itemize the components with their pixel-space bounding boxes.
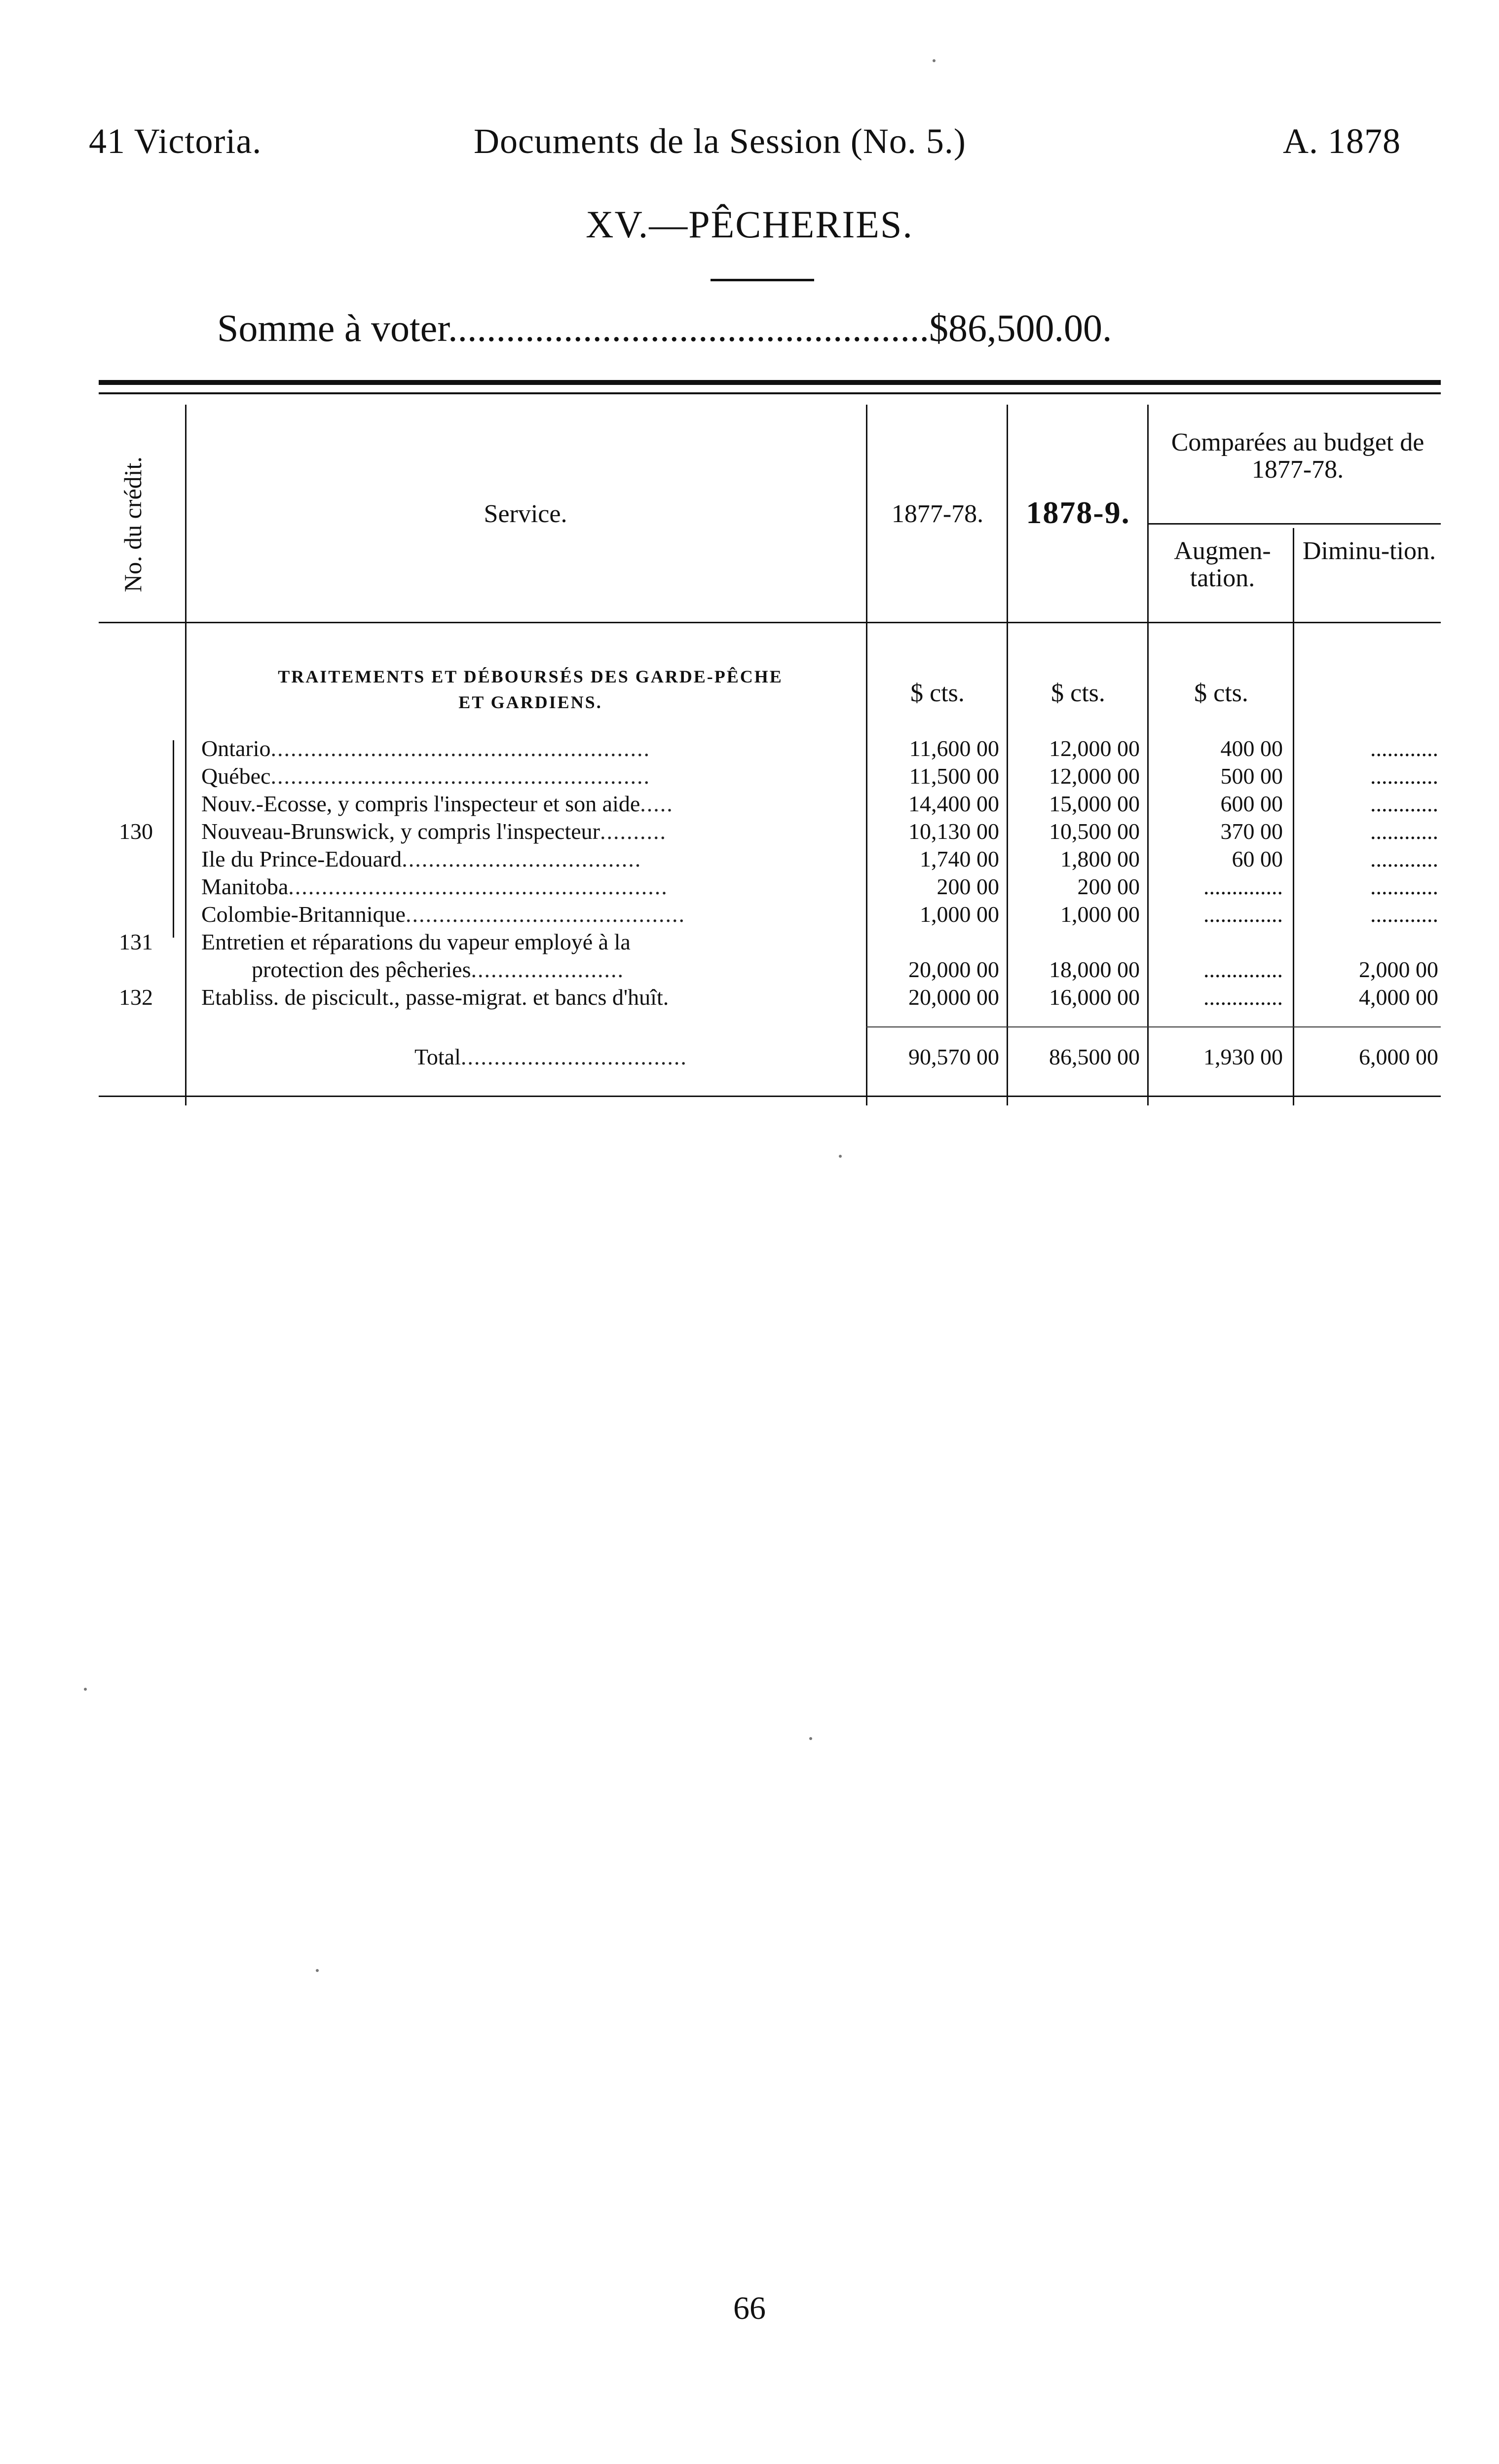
scan-speck bbox=[933, 59, 936, 62]
row-augmentation: 60 00 bbox=[1232, 846, 1283, 872]
row-leader: .......... bbox=[600, 819, 667, 844]
row-1877-78: 200 00 bbox=[937, 874, 999, 899]
col-header-1877-78: 1877-78. bbox=[891, 500, 984, 528]
table-bottom-rule bbox=[99, 1096, 1441, 1097]
row-1877-78: 1,000 00 bbox=[920, 902, 999, 927]
table-row-131 bbox=[99, 929, 1441, 984]
row-label: Colombie-Britannique bbox=[201, 902, 406, 927]
row-augmentation: 600 00 bbox=[1220, 791, 1283, 816]
table-row bbox=[99, 873, 1441, 901]
col-header-1878-9: 1878-9. bbox=[1026, 495, 1130, 530]
row-label: Nouveau-Brunswick, y compris l'inspecteur bbox=[201, 819, 600, 844]
amount-value: $86,500.00. bbox=[929, 306, 1112, 349]
row-diminution: 2,000 00 bbox=[1359, 957, 1438, 982]
table-top-rule-thin bbox=[99, 392, 1441, 394]
section-title-line-1: TRAITEMENTS ET DÉBOURSÉS DES GARDE-PÊCHE bbox=[278, 667, 783, 686]
row-leader: .................................... bbox=[402, 846, 642, 872]
row-leader: ..... bbox=[640, 791, 674, 816]
title-rule bbox=[711, 279, 814, 281]
row-diminution: ............ bbox=[1370, 874, 1438, 899]
row-1878-9: 1,800 00 bbox=[1060, 846, 1140, 872]
row-label: Québec bbox=[201, 763, 271, 789]
table-row bbox=[99, 846, 1441, 873]
scan-speck bbox=[316, 1969, 319, 1972]
table-row bbox=[99, 901, 1441, 929]
row-1877-78: 1,740 00 bbox=[920, 846, 999, 872]
table-row bbox=[99, 763, 1441, 791]
row-augmentation: 370 00 bbox=[1220, 819, 1283, 844]
row-1877-78: 14,400 00 bbox=[908, 791, 999, 816]
scan-speck bbox=[839, 1155, 842, 1158]
unit-year2: $ cts. bbox=[1051, 679, 1105, 707]
total-diminution: 6,000 00 bbox=[1359, 1044, 1438, 1069]
col-header-credit: No. du crédit. bbox=[119, 456, 147, 592]
row-1878-9: 12,000 00 bbox=[1049, 763, 1140, 789]
row-label: Ontario bbox=[201, 736, 271, 761]
row-label: Manitoba bbox=[201, 874, 289, 899]
page-title: XV.—PÊCHERIES. bbox=[586, 203, 913, 246]
row-label: Nouv.-Ecosse, y compris l'inspecteur et son aide bbox=[201, 791, 640, 816]
row-credit: 131 bbox=[119, 929, 153, 954]
row-1878-9: 1,000 00 bbox=[1060, 902, 1140, 927]
table-top-rule-thick bbox=[99, 380, 1441, 385]
section-title-line-2: ET GARDIENS. bbox=[458, 692, 602, 713]
row-augmentation: .............. bbox=[1203, 985, 1283, 1010]
table-row-132 bbox=[99, 984, 1441, 1012]
row-label: Ile du Prince-Edouard bbox=[201, 846, 402, 872]
unit-year1: $ cts. bbox=[910, 679, 965, 707]
row-augmentation: 500 00 bbox=[1220, 763, 1283, 789]
row-1877-78: 11,500 00 bbox=[909, 763, 999, 789]
row-leader: ......................................................... bbox=[288, 874, 668, 899]
table-row bbox=[99, 735, 1441, 763]
row-1878-9: 16,000 00 bbox=[1049, 985, 1140, 1010]
total-label: Total bbox=[414, 1044, 461, 1069]
row-diminution: ............ bbox=[1370, 819, 1438, 844]
header-bottom-rule bbox=[99, 622, 1441, 623]
section-title bbox=[197, 664, 863, 715]
row-diminution: ............ bbox=[1370, 791, 1438, 816]
scan-speck bbox=[84, 1688, 87, 1691]
row-1877-78: 10,130 00 bbox=[908, 819, 999, 844]
estimates-table bbox=[99, 405, 1441, 1105]
row-credit: 132 bbox=[119, 985, 153, 1010]
amount-line bbox=[217, 306, 1112, 350]
row-label-line-2: protection des pêcheries bbox=[252, 957, 471, 982]
row-augmentation: .............. bbox=[1203, 957, 1283, 982]
row-1877-78: 20,000 00 bbox=[908, 957, 999, 982]
row-diminution: ............ bbox=[1370, 763, 1438, 789]
row-augmentation: .............. bbox=[1203, 874, 1283, 899]
row-1877-78: 11,600 00 bbox=[909, 736, 999, 761]
col-header-diminution: Diminu-tion. bbox=[1302, 537, 1436, 565]
row-augmentation: .............. bbox=[1203, 902, 1283, 927]
row-credit: 130 bbox=[119, 819, 153, 844]
row-augmentation: 400 00 bbox=[1220, 736, 1283, 761]
total-1878-9: 86,500 00 bbox=[1049, 1044, 1140, 1069]
row-leader: .......................................... bbox=[405, 902, 685, 927]
total-1877-78: 90,570 00 bbox=[908, 1044, 999, 1069]
amount-label: Somme à voter bbox=[217, 306, 448, 349]
row-1878-9: 10,500 00 bbox=[1049, 819, 1140, 844]
row-diminution: ............ bbox=[1370, 736, 1438, 761]
col-header-augmentation: Augmen-tation. bbox=[1174, 537, 1271, 592]
running-header-center: Documents de la Session (No. 5.) bbox=[474, 121, 966, 161]
table-row bbox=[99, 791, 1441, 818]
total-leader: .................................. bbox=[460, 1044, 687, 1069]
running-header-left: 41 Victoria. bbox=[89, 121, 262, 161]
row-diminution: ............ bbox=[1370, 902, 1438, 927]
table-row bbox=[99, 818, 1441, 846]
page-number: 66 bbox=[733, 2290, 766, 2326]
amount-leader: .................................................. bbox=[448, 306, 929, 349]
row-1878-9: 18,000 00 bbox=[1049, 957, 1140, 982]
row-label: Etabliss. de piscicult., passe-migrat. et bancs d'huît. bbox=[201, 985, 669, 1010]
row-1878-9: 15,000 00 bbox=[1049, 791, 1140, 816]
row-leader: ......................................................... bbox=[270, 736, 651, 761]
table-row-total bbox=[99, 1044, 1441, 1071]
total-augmentation: 1,930 00 bbox=[1203, 1044, 1283, 1069]
row-1878-9: 200 00 bbox=[1077, 874, 1140, 899]
col-header-compare: Comparées au budget de 1877-78. bbox=[1171, 428, 1424, 484]
running-header-right: A. 1878 bbox=[1283, 121, 1401, 161]
row-1877-78: 20,000 00 bbox=[908, 985, 999, 1010]
total-top-rule bbox=[866, 1026, 1441, 1027]
unit-augment: $ cts. bbox=[1194, 679, 1248, 707]
scan-speck bbox=[809, 1737, 812, 1740]
row-1878-9: 12,000 00 bbox=[1049, 736, 1140, 761]
row-leader: ....................... bbox=[471, 957, 624, 982]
row-diminution: 4,000 00 bbox=[1359, 985, 1438, 1010]
col-header-service: Service. bbox=[484, 500, 567, 528]
row-leader: ......................................................... bbox=[270, 763, 650, 789]
row-label-line-1: Entretien et réparations du vapeur employé à la bbox=[201, 929, 631, 954]
row-diminution: ............ bbox=[1370, 846, 1438, 872]
compare-subheader-rule bbox=[1147, 523, 1441, 525]
